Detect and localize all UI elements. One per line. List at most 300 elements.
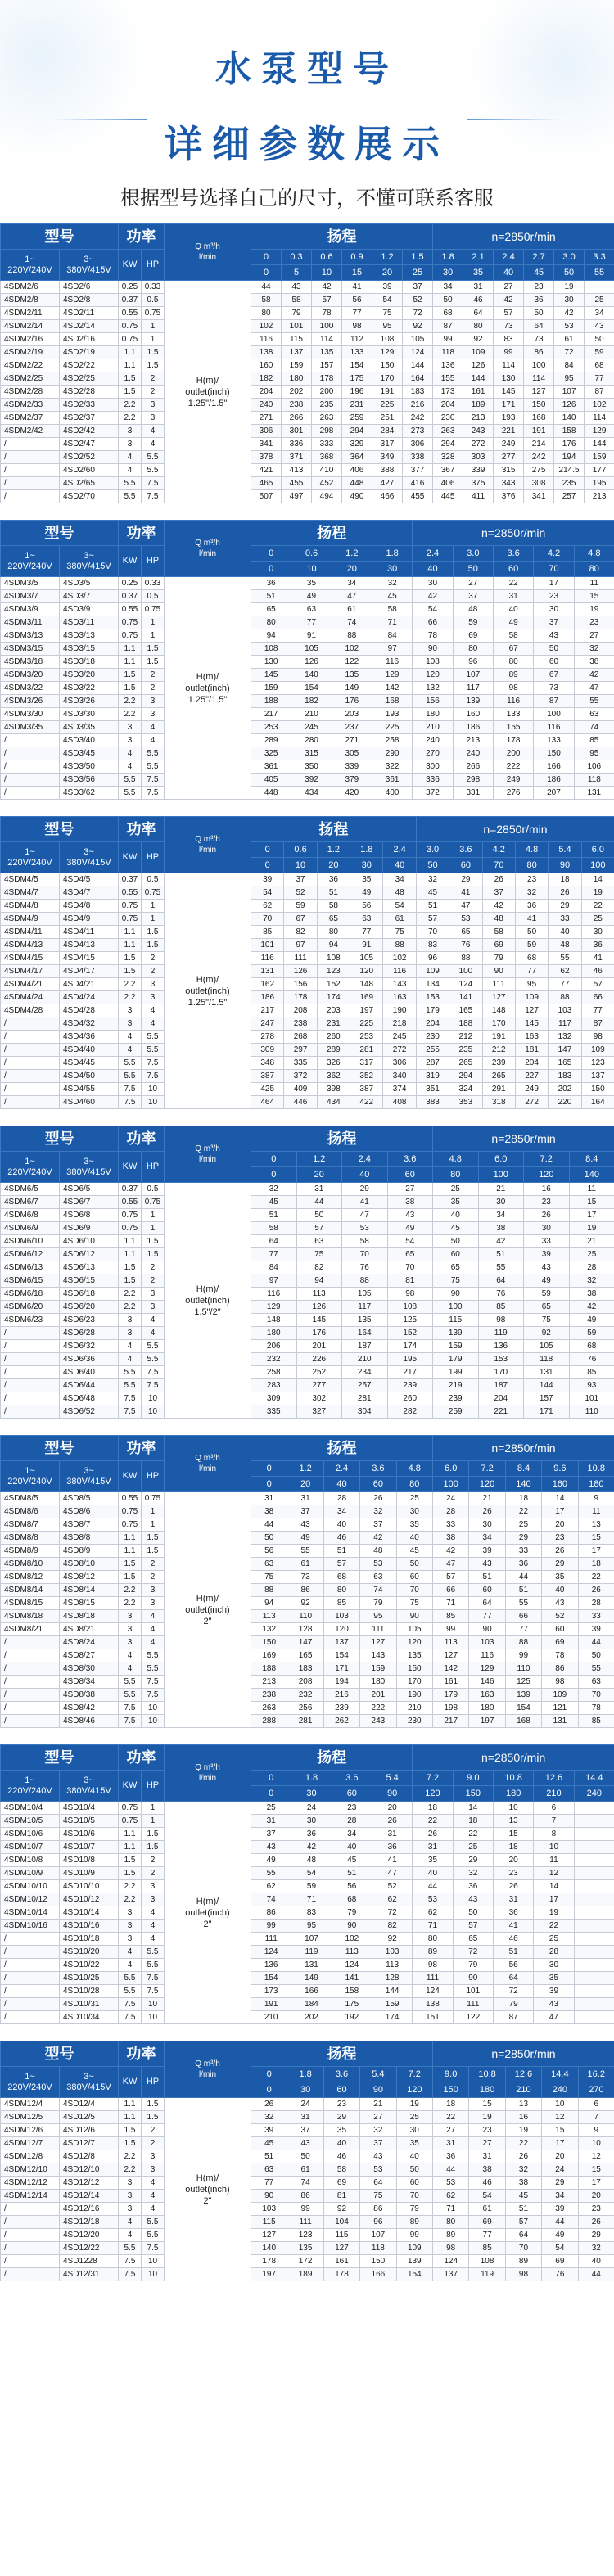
power-hp: 0.75 xyxy=(142,1196,165,1209)
head-value: 18 xyxy=(433,2098,469,2111)
head-value: 336 xyxy=(282,438,312,451)
flow-m3h: 8.4 xyxy=(569,1152,614,1167)
head-value: 84 xyxy=(554,359,585,372)
head-value: 127 xyxy=(433,1649,469,1662)
head-value: 62 xyxy=(251,1880,291,1893)
head-value: 70 xyxy=(578,1689,614,1702)
head-value: 45 xyxy=(505,2190,541,2203)
model-three-phase: 4SD3/50 xyxy=(60,760,119,774)
head-value: 259 xyxy=(433,1405,479,1419)
head-value: 154 xyxy=(323,1649,359,1662)
head-value: 117 xyxy=(549,1017,581,1031)
head-value: 60 xyxy=(396,1571,432,1584)
head-value: 33 xyxy=(524,1235,570,1248)
head-value: 19 xyxy=(534,1906,574,1920)
head-value: 58 xyxy=(251,294,282,307)
table-row xyxy=(1,1893,614,1906)
head-value: 257 xyxy=(554,490,585,503)
head-value: 87 xyxy=(534,695,574,708)
model-single-phase: 4SDM12/4 xyxy=(1,2098,60,2111)
flow-lmin: 240 xyxy=(542,2082,578,2098)
head-value: 25 xyxy=(433,1183,479,1196)
model-single-phase: 4SDM8/7 xyxy=(1,1518,60,1532)
head-value: 160 xyxy=(251,359,282,372)
model-three-phase: 4SD4/45 xyxy=(60,1057,119,1070)
table-row xyxy=(1,1209,614,1222)
model-single-phase: 4SDM8/5 xyxy=(1,1492,60,1505)
head-value: 50 xyxy=(453,1906,493,1920)
model-three-phase: 4SD2/70 xyxy=(60,490,119,503)
flow-m3h: 1.8 xyxy=(433,250,463,265)
head-value: 94 xyxy=(251,629,291,643)
flow-lmin: 50 xyxy=(416,858,449,873)
head-value: 257 xyxy=(342,1379,388,1392)
head-value: 306 xyxy=(403,438,433,451)
table-row xyxy=(1,708,614,721)
head-value: 64 xyxy=(478,1274,524,1288)
model-three-phase: 4SD4/5 xyxy=(60,873,119,886)
head-value: 152 xyxy=(387,1327,433,1340)
head-value: 37 xyxy=(360,1518,396,1532)
head-value: 92 xyxy=(524,1327,570,1340)
head-value: 120 xyxy=(396,1636,432,1649)
head-value: 48 xyxy=(360,1545,396,1558)
model-single-phase: 4SDM2/16 xyxy=(1,333,60,346)
head-value: 79 xyxy=(282,307,312,320)
head-value: 38 xyxy=(574,656,614,669)
head-value: 24 xyxy=(433,1492,469,1505)
head-value xyxy=(574,1893,614,1906)
head-value: 131 xyxy=(542,1715,578,1728)
head-value: 53 xyxy=(413,1893,453,1906)
head-value: 38 xyxy=(569,1288,614,1301)
head-value: 80 xyxy=(323,1584,359,1597)
power-hp: 3 xyxy=(142,1288,165,1301)
head-value: 281 xyxy=(342,1392,388,1405)
head-value: 51 xyxy=(317,886,350,900)
head-value: 294 xyxy=(449,1070,482,1083)
flow-lmin: 90 xyxy=(549,858,581,873)
power-hp: 7.5 xyxy=(142,1985,165,1998)
head-value: 105 xyxy=(342,1288,388,1301)
model-single-phase: 4SDM10/12 xyxy=(1,1893,60,1906)
table-row xyxy=(1,787,614,800)
head-value: 11 xyxy=(534,1854,574,1867)
model-three-phase: 4SD10/8 xyxy=(60,1854,119,1867)
head-value: 226 xyxy=(296,1353,342,1366)
model-single-phase: / xyxy=(1,1946,60,1959)
flow-m3h: 0 xyxy=(251,250,282,265)
head-value: 68 xyxy=(585,359,614,372)
power-hp: 3 xyxy=(142,1584,165,1597)
head-value: 105 xyxy=(403,333,433,346)
power-hp: 1.5 xyxy=(142,656,165,669)
head-value: 182 xyxy=(291,695,332,708)
head-value: 61 xyxy=(287,1558,323,1571)
power-hp: 3 xyxy=(142,1893,165,1906)
power-hp: 7.5 xyxy=(142,774,165,787)
head-value: 287 xyxy=(416,1057,449,1070)
head-value: 144 xyxy=(463,372,494,386)
head-value: 239 xyxy=(323,1702,359,1715)
power-kw: 7.5 xyxy=(119,1998,142,2011)
head-value: 140 xyxy=(291,669,332,682)
head-value: 92 xyxy=(287,1597,323,1610)
flow-m3h: 3.6 xyxy=(387,1152,433,1167)
power-hp: 3 xyxy=(142,412,165,425)
flow-m3h: 3.6 xyxy=(493,546,533,562)
head-value: 177 xyxy=(585,464,614,477)
head-value: 124 xyxy=(449,978,482,991)
model-three-phase: 4SD10/31 xyxy=(60,1998,119,2011)
power-hp: 0.5 xyxy=(142,1183,165,1196)
head-value: 47 xyxy=(372,1867,412,1880)
model-single-phase: 4SDM2/14 xyxy=(1,320,60,333)
head-value: 131 xyxy=(251,965,284,978)
flow-m3h: 1.2 xyxy=(317,842,350,858)
head-value: 71 xyxy=(291,1893,332,1906)
head-value: 51 xyxy=(323,1545,359,1558)
head-value: 15 xyxy=(469,2098,505,2111)
head-value: 33 xyxy=(578,1610,614,1623)
head-value: 109 xyxy=(542,1689,578,1702)
head-value: 35 xyxy=(433,1196,479,1209)
power-header: 功率 xyxy=(119,1436,165,1461)
head-value: 179 xyxy=(433,1689,469,1702)
head-value: 85 xyxy=(251,926,284,939)
power-kw: 3 xyxy=(119,734,142,747)
head-value: 232 xyxy=(287,1689,323,1702)
table-row xyxy=(1,1558,614,1571)
head-value: 222 xyxy=(493,760,533,774)
head-value: 135 xyxy=(342,1314,388,1327)
power-hp: 4 xyxy=(142,425,165,438)
flow-m3h: 3.6 xyxy=(449,842,482,858)
head-value: 51 xyxy=(416,900,449,913)
head-value: 17 xyxy=(534,1893,574,1906)
head-value: 116 xyxy=(383,965,416,978)
model-single-phase: 4SDM10/9 xyxy=(1,1867,60,1880)
power-hp: 1 xyxy=(142,1505,165,1518)
head-value: 139 xyxy=(396,2255,432,2268)
head-value: 203 xyxy=(317,1004,350,1017)
head-value xyxy=(574,1985,614,1998)
head-value: 56 xyxy=(350,900,383,913)
head-value: 50 xyxy=(433,294,463,307)
head-value: 208 xyxy=(284,1004,317,1017)
power-kw: 3 xyxy=(119,1314,142,1327)
flow-lmin: 180 xyxy=(469,2082,505,2098)
head-value: 190 xyxy=(383,1004,416,1017)
power-kw: 3 xyxy=(119,438,142,451)
power-hp: 5.5 xyxy=(142,1662,165,1676)
model-single-phase: / xyxy=(1,1327,60,1340)
head-value: 178 xyxy=(284,991,317,1004)
head-value: 38 xyxy=(469,2163,505,2177)
model-three-phase: 4SD6/9 xyxy=(60,1222,119,1235)
head-value: 65 xyxy=(524,1301,570,1314)
power-kw: 1.5 xyxy=(119,682,142,695)
head-value: 101 xyxy=(282,320,312,333)
flow-lmin: 0 xyxy=(251,1477,287,1492)
head-value: 99 xyxy=(433,333,463,346)
head-header: 扬程 xyxy=(251,521,413,546)
flow-m3h: 14.4 xyxy=(542,2067,578,2082)
head-value: 22 xyxy=(453,1828,493,1841)
model-single-phase: / xyxy=(1,1017,60,1031)
model-single-phase: 4SDM4/21 xyxy=(1,978,60,991)
head-value: 32 xyxy=(453,1867,493,1880)
head-value: 124 xyxy=(403,346,433,359)
head-value: 37 xyxy=(287,2124,323,2137)
head-value: 101 xyxy=(251,939,284,952)
head-value: 54 xyxy=(542,2242,578,2255)
flow-unit-header: Q m³/h l/min xyxy=(165,521,251,577)
head-value: 63 xyxy=(296,1235,342,1248)
head-value: 175 xyxy=(342,372,372,386)
table-row xyxy=(1,477,614,490)
head-value: 243 xyxy=(463,425,494,438)
head-value: 301 xyxy=(282,425,312,438)
table-row xyxy=(1,695,614,708)
model-three-phase: 4SD2/28 xyxy=(60,386,119,399)
head-value: 163 xyxy=(383,991,416,1004)
head-value: 144 xyxy=(524,1379,570,1392)
table-row xyxy=(1,359,614,372)
model-single-phase: 4SDM10/7 xyxy=(1,1841,60,1854)
model-single-phase: 4SDM8/14 xyxy=(1,1584,60,1597)
flow-lmin: 80 xyxy=(396,1477,432,1492)
model-single-phase: / xyxy=(1,747,60,760)
head-value: 22 xyxy=(581,900,614,913)
table-row xyxy=(1,886,614,900)
flow-lmin: 90 xyxy=(372,1786,412,1802)
head-value: 77 xyxy=(505,1623,541,1636)
head-value: 186 xyxy=(453,721,493,734)
head-value: 50 xyxy=(396,1558,432,1571)
head-value: 70 xyxy=(396,2190,432,2203)
table-row xyxy=(1,1597,614,1610)
power-hp: 2 xyxy=(142,2124,165,2137)
head-value: 288 xyxy=(251,1715,287,1728)
model-single-phase: 4SDM3/22 xyxy=(1,682,60,695)
head-value: 15 xyxy=(574,590,614,603)
head-value: 44 xyxy=(578,2268,614,2281)
power-kw: 1.1 xyxy=(119,2098,142,2111)
spec-table xyxy=(0,1126,614,1419)
head-value: 34 xyxy=(323,1505,359,1518)
head-value: 378 xyxy=(251,451,282,464)
power-kw: 1.1 xyxy=(119,1828,142,1841)
head-value: 53 xyxy=(433,2177,469,2190)
head-value: 31 xyxy=(251,1815,291,1828)
power-kw: 4 xyxy=(119,2229,142,2242)
head-value: 239 xyxy=(433,1392,479,1405)
table-row xyxy=(1,774,614,787)
power-header: 功率 xyxy=(119,521,165,546)
head-value: 11 xyxy=(578,1505,614,1518)
flow-m3h: 2.4 xyxy=(494,250,524,265)
head-value: 7 xyxy=(534,1815,574,1828)
head-value: 116 xyxy=(493,695,533,708)
model-three-phase: 4SD12/20 xyxy=(60,2229,119,2242)
power-kw: 5.5 xyxy=(119,1379,142,1392)
head-value: 24 xyxy=(291,1802,332,1815)
head-value: 80 xyxy=(251,616,291,629)
head-value: 64 xyxy=(463,307,494,320)
head-value: 29 xyxy=(578,2229,614,2242)
head-value: 131 xyxy=(524,1366,570,1379)
head-value: 40 xyxy=(396,1532,432,1545)
head-value: 400 xyxy=(372,787,412,800)
head-value: 197 xyxy=(251,2268,287,2281)
power-hp: 3 xyxy=(142,695,165,708)
head-value: 85 xyxy=(569,1366,614,1379)
model-single-phase: 4SDM4/28 xyxy=(1,1004,60,1017)
head-value: 21 xyxy=(569,1235,614,1248)
table-row xyxy=(1,616,614,629)
page-title: 水泵型号 xyxy=(215,48,399,90)
single-phase-header: 1~ 220V/240V xyxy=(1,1152,60,1183)
power-kw: 2.2 xyxy=(119,1288,142,1301)
head-value: 452 xyxy=(312,477,342,490)
head-value: 208 xyxy=(287,1676,323,1689)
head-value: 171 xyxy=(323,1662,359,1676)
head-header: 扬程 xyxy=(251,2041,433,2067)
head-value: 64 xyxy=(493,1972,533,1985)
power-hp: 2 xyxy=(142,2137,165,2150)
head-value: 85 xyxy=(469,2242,505,2255)
head-value: 17 xyxy=(534,577,574,590)
model-single-phase: 4SDM2/19 xyxy=(1,346,60,359)
head-value: 83 xyxy=(416,939,449,952)
head-value: 57 xyxy=(433,1571,469,1584)
power-kw: 0.75 xyxy=(119,616,142,629)
head-value: 14 xyxy=(542,1492,578,1505)
power-kw: 0.75 xyxy=(119,1222,142,1235)
model-three-phase: 4SD3/62 xyxy=(60,787,119,800)
head-value: 25 xyxy=(534,1933,574,1946)
table-row xyxy=(1,1649,614,1662)
model-single-phase: 4SDM6/8 xyxy=(1,1209,60,1222)
flow-lmin: 30 xyxy=(350,858,383,873)
flow-unit-header: Q m³/h l/min xyxy=(165,1126,251,1183)
head-value: 43 xyxy=(453,1893,493,1906)
power-kw: 2.2 xyxy=(119,991,142,1004)
head-value: 22 xyxy=(413,1815,453,1828)
head-value: 335 xyxy=(251,1405,297,1419)
head-value: 217 xyxy=(433,1715,469,1728)
head-value: 317 xyxy=(372,438,403,451)
power-kw: 0.75 xyxy=(119,1209,142,1222)
flow-lmin: 30 xyxy=(291,1786,332,1802)
model-single-phase: 4SDM8/8 xyxy=(1,1532,60,1545)
head-value: 283 xyxy=(251,1379,297,1392)
head-value: 235 xyxy=(312,399,342,412)
head-value: 74 xyxy=(574,721,614,734)
head-value: 161 xyxy=(463,386,494,399)
head-value: 129 xyxy=(251,1301,297,1314)
head-value: 191 xyxy=(372,386,403,399)
head-value: 25 xyxy=(251,1802,291,1815)
power-kw: 5.5 xyxy=(119,774,142,787)
head-value: 99 xyxy=(251,1920,291,1933)
power-hp: 4 xyxy=(142,721,165,734)
head-value: 110 xyxy=(569,1405,614,1419)
head-value: 77 xyxy=(469,1610,505,1623)
head-value: 68 xyxy=(323,1571,359,1584)
head-value: 40 xyxy=(549,926,581,939)
model-three-phase: 4SD10/25 xyxy=(60,1972,119,1985)
head-value: 30 xyxy=(291,1815,332,1828)
head-value: 50 xyxy=(524,307,554,320)
head-value: 58 xyxy=(493,629,533,643)
head-value: 135 xyxy=(287,2242,323,2255)
head-value: 45 xyxy=(251,1196,297,1209)
head-value: 57 xyxy=(453,1920,493,1933)
model-single-phase: / xyxy=(1,1366,60,1379)
model-header: 型号 xyxy=(1,2041,119,2067)
head-value: 46 xyxy=(463,294,494,307)
head-value: 153 xyxy=(478,1353,524,1366)
head-value: 28 xyxy=(323,1492,359,1505)
head-value: 32 xyxy=(515,886,548,900)
flow-lmin: 210 xyxy=(505,2082,541,2098)
model-three-phase: 4SD1228 xyxy=(60,2255,119,2268)
power-kw: 0.37 xyxy=(119,1183,142,1196)
flow-lmin: 120 xyxy=(469,1477,505,1492)
flow-m3h: 3.3 xyxy=(585,250,614,265)
head-value: 51 xyxy=(493,1946,533,1959)
head-value: 165 xyxy=(287,1649,323,1662)
head-value: 60 xyxy=(469,1584,505,1597)
head-value: 40 xyxy=(323,1518,359,1532)
head-value: 86 xyxy=(287,1584,323,1597)
table-row xyxy=(1,721,614,734)
head-value: 102 xyxy=(251,320,282,333)
head-value: 90 xyxy=(469,1623,505,1636)
head-value: 51 xyxy=(478,1248,524,1261)
head-value: 31 xyxy=(469,2150,505,2163)
head-value: 154 xyxy=(396,2268,432,2281)
flow-lmin: 100 xyxy=(478,1167,524,1183)
head-value: 36 xyxy=(317,873,350,886)
head-value: 15 xyxy=(578,2163,614,2177)
model-single-phase: 4SDM8/15 xyxy=(1,1597,60,1610)
head-value: 331 xyxy=(453,787,493,800)
page-subtitle-heading: 详细参数展示 xyxy=(165,122,449,164)
model-three-phase: 4SD12/5 xyxy=(60,2111,119,2124)
head-value: 271 xyxy=(251,412,282,425)
head-value: 93 xyxy=(569,1379,614,1392)
spec-table xyxy=(0,816,614,1109)
head-value: 58 xyxy=(282,294,312,307)
model-single-phase: / xyxy=(1,1676,60,1689)
head-value: 118 xyxy=(574,774,614,787)
power-kw: 0.55 xyxy=(119,1196,142,1209)
head-value: 137 xyxy=(581,1070,614,1083)
head-value: 238 xyxy=(284,1017,317,1031)
head-value: 80 xyxy=(251,307,282,320)
head-value xyxy=(574,1933,614,1946)
head-value: 40 xyxy=(578,2255,614,2268)
head-value: 37 xyxy=(251,1828,291,1841)
spec-table xyxy=(0,1435,614,1728)
flow-lmin: 160 xyxy=(542,1477,578,1492)
head-value: 62 xyxy=(433,2190,469,2203)
head-value: 61 xyxy=(287,2163,323,2177)
head-value: 197 xyxy=(469,1715,505,1728)
